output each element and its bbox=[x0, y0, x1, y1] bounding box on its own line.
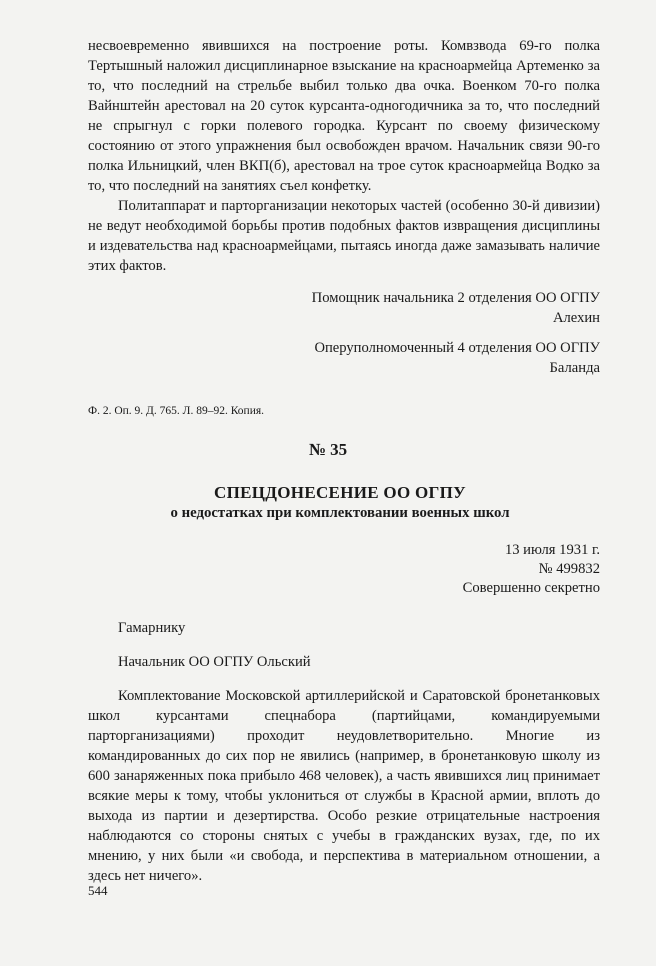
report-body bbox=[88, 686, 600, 886]
sender: Начальник ОО ОГПУ Ольский bbox=[118, 654, 311, 670]
top-text bbox=[88, 36, 600, 276]
document-meta bbox=[463, 541, 600, 598]
document-number: № 35 bbox=[308, 440, 348, 459]
signature-alekhin bbox=[312, 288, 600, 328]
document-subtitle: о недостатках при комплектовании военных школ bbox=[170, 505, 510, 521]
registration-number: № 499832 bbox=[538, 561, 600, 577]
signature-name: Баланда bbox=[549, 360, 600, 376]
document-date: 13 июля 1931 г. bbox=[504, 542, 600, 558]
page-number: 544 bbox=[88, 883, 108, 898]
signature-name: Алехин bbox=[552, 310, 600, 326]
paragraph-politapparat: Политаппарат и парторганизации некоторых частей (особенно 30-й дивизии) не ведут необходимой борьбы против подобных фактов извращения дисциплины и издевательства над красноармейцами, пытаясь иногда даже замазывать наличие этих фактов. bbox=[88, 198, 600, 274]
signature-balanda bbox=[314, 338, 600, 378]
classification-stamp: Совершенно секретно bbox=[462, 580, 600, 596]
paragraph-continuation: несвоевременно явившихся на построение роты. Комвзвода 69-го полка Тертышный наложил дисциплинарное взыскание на красноармейца Артеменко за то, что последний на стрельбе выбил только два очка. Военком 70-го полка Вайнштейн арестовал на 20 суток курсанта-одногодичника за то, что последний не спрыгнул с горки полевого городка. Курсант по своему физическому состоянию от этого упражнения был освобожден врачом. Начальник связи 90-го полка Ильницкий, член ВКП(б), арестовал на трое суток красноармейца Водко за то, что последний на занятиях съел конфетку. bbox=[88, 38, 600, 194]
archive-source-note: Ф. 2. Оп. 9. Д. 765. Л. 89–92. Копия. bbox=[88, 405, 265, 417]
body-paragraph: Комплектование Московской артиллерийской и Саратовской бронетанковых школ курсантами спецнабора (партийцами, командируемыми парторганизациями) проходит неудовлетворительно. Многие из командированных до сих пор не явились (например, в бронетанковую школу из 600 занаряженных пока прибыло 468 человек), а часть явившихся лиц принимает всякие меры к тому, чтобы уклониться от службы в Красной армии, вплоть до выхода из партии и дезертирства. Особо резкие отрицательные настроения наблюдаются со стороны снятых с учебы в гражданских вузах, где, по их мнению, у них были «и свобода, и перспектива в материальном отношении, а здесь нет ничего». bbox=[88, 688, 600, 884]
addressee: Гамарнику bbox=[118, 620, 186, 636]
signature-position: Помощник начальника 2 отделения ОО ОГПУ bbox=[311, 290, 600, 306]
document-title: СПЕЦДОНЕСЕНИЕ ОО ОГПУ bbox=[214, 483, 466, 502]
signature-position: Оперуполномоченный 4 отделения ОО ОГПУ bbox=[314, 340, 600, 356]
